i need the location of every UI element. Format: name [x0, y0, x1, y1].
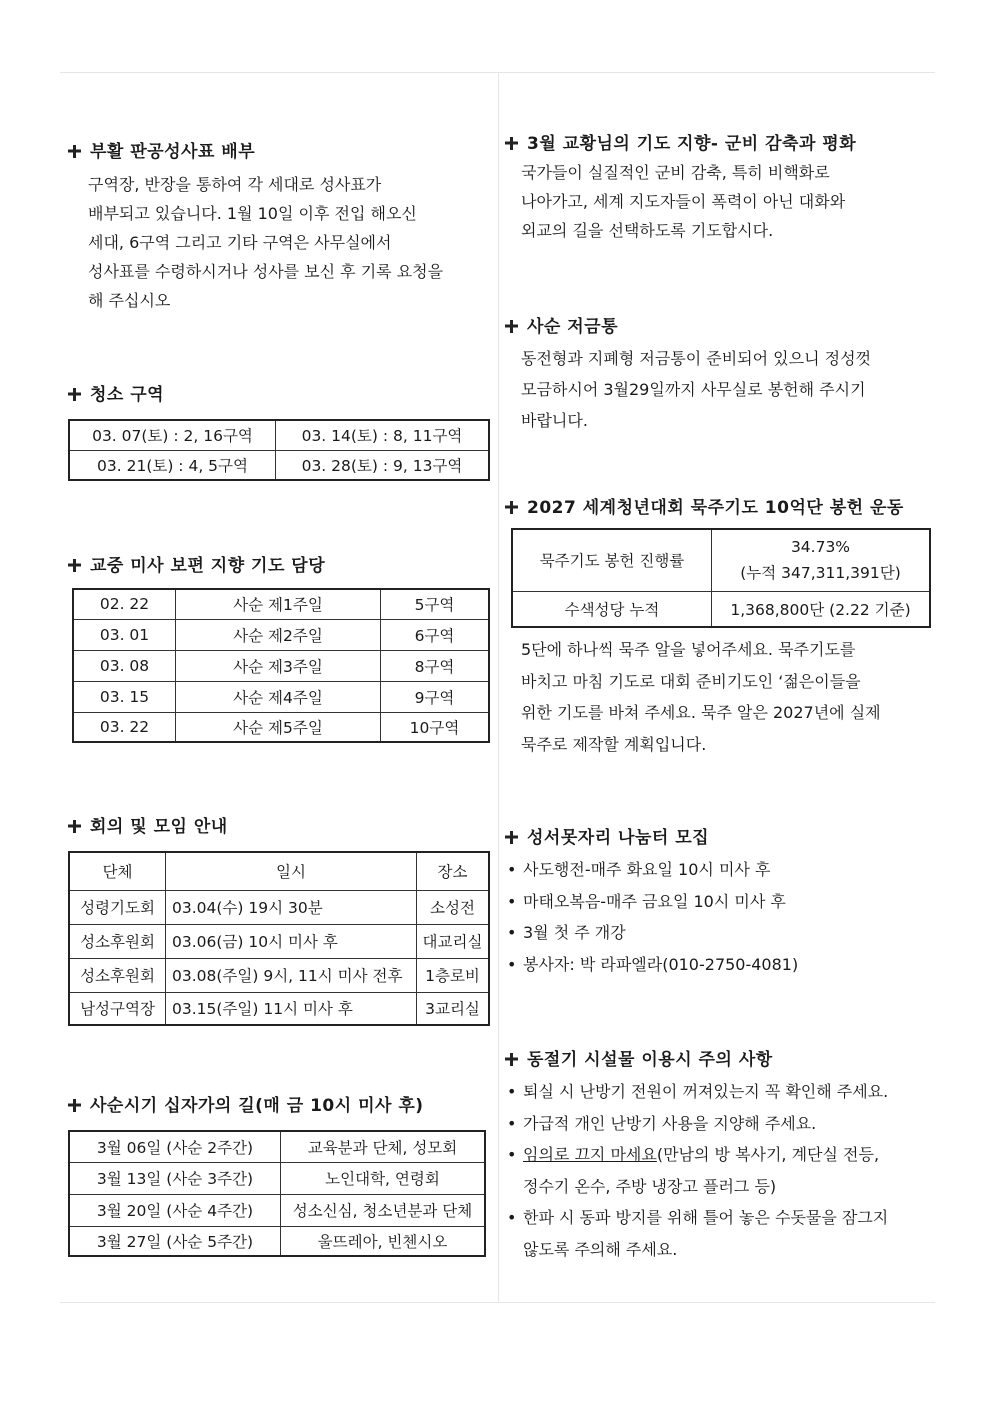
- progress-total: (누적 347,311,391단): [740, 564, 901, 583]
- section-title: 부활 판공성사표 배부: [90, 142, 256, 162]
- list-item: • 마태오복음-매주 금요일 10시 미사 후: [505, 886, 798, 918]
- section-title: 3월 교황님의 기도 지향- 군비 감축과 평화: [527, 134, 857, 154]
- table-row: 수색성당 누적 1,368,800단 (2.22 기준): [512, 591, 930, 627]
- section-title: 2027 세계청년대회 묵주기도 10억단 봉헌 운동: [527, 498, 904, 518]
- easter-confession-section: [68, 140, 443, 315]
- cross-icon: [505, 137, 518, 150]
- table-row: 묵주기도 봉헌 진행률 34.73% (누적 347,311,391단): [512, 529, 930, 591]
- pope-intention-section: [505, 132, 856, 245]
- list-item-continuation: 정수기 온수, 주방 냉장고 플러그 등): [523, 1176, 777, 1196]
- prayer-duty-section: [68, 554, 490, 743]
- winter-notice-section: [505, 1048, 888, 1265]
- table-row: 성령기도회 03.04(수) 19시 30분 소성전: [69, 890, 489, 924]
- wyd-rosary-section: [505, 496, 931, 760]
- table-row: 3월 13일 (사순 3주간) 노인대학, 연령회: [69, 1162, 485, 1194]
- table-row: 남성구역장 03.15(주일) 11시 미사 후 3교리실: [69, 992, 489, 1025]
- bullet-list: [505, 854, 798, 980]
- meetings-section: [68, 815, 490, 1026]
- table-row: 03. 07(토) : 2, 16구역 03. 14(토) : 8, 11구역: [69, 420, 489, 450]
- table-row: 03. 22 사순 제5주일 10구역: [73, 712, 489, 742]
- section-title: 청소 구역: [90, 385, 165, 405]
- lent-coin-box-section: [505, 315, 871, 436]
- table-row: 03. 15 사순 제4주일 9구역: [73, 681, 489, 712]
- rosary-progress-table: [511, 528, 931, 628]
- table-header-row: 단체 일시 장소: [69, 852, 489, 890]
- cross-icon: [68, 820, 81, 833]
- table-row: 03. 21(토) : 4, 5구역 03. 28(토) : 9, 13구역: [69, 450, 489, 480]
- meetings-table: [68, 851, 490, 1026]
- table-row: 3월 27일 (사순 5주간) 울뜨레아, 빈첸시오: [69, 1226, 485, 1256]
- prayer-duty-table: [72, 588, 490, 743]
- section-title: 사순 저금통: [527, 317, 619, 337]
- table-row: 3월 20일 (사순 4주간) 성소신심, 청소년분과 단체: [69, 1194, 485, 1226]
- cross-icon: [505, 501, 518, 514]
- cleaning-table: [68, 419, 490, 481]
- list-item: • 3월 첫 주 개강: [505, 917, 798, 949]
- column-divider: [498, 72, 499, 1302]
- cross-icon: [68, 145, 81, 158]
- stations-table: [68, 1130, 486, 1257]
- section-title: 회의 및 모임 안내: [90, 817, 228, 837]
- table-row: 03. 01 사순 제2주일 6구역: [73, 619, 489, 650]
- progress-value: 34.73%: [790, 538, 851, 557]
- section-title: 성서못자리 나눔터 모집: [527, 828, 710, 848]
- list-item-continuation: 않도록 주의해 주세요.: [523, 1239, 678, 1259]
- list-item: • 사도행전-매주 화요일 10시 미사 후: [505, 854, 798, 886]
- list-item: • 봉사자: 박 라파엘라(010-2750-4081): [505, 949, 798, 981]
- cross-icon: [68, 1099, 81, 1112]
- section-title: 교중 미사 보편 지향 기도 담당: [90, 556, 326, 576]
- section-body: 구역장, 반장을 통하여 각 세대로 성사표가 배부되고 있습니다. 1월 10일 이후 전입 해오신 세대, 6구역 그리고 기타 구역은 사무실에서 성사표를 수령하시거나 성사를 보신 후 기록 요청을 해 주십시오: [88, 175, 444, 310]
- cross-icon: [68, 388, 81, 401]
- bible-study-section: [505, 826, 798, 980]
- list-item: • 임의로 끄지 마세요(만남의 방 복사기, 계단실 전등,: [505, 1139, 888, 1171]
- bullet-list: [505, 1076, 888, 1265]
- cleaning-section: [68, 383, 490, 481]
- cross-icon: [505, 320, 518, 333]
- section-body: 국가들이 실질적인 군비 감축, 특히 비핵화로 나아가고, 세계 지도자들이 폭력이 아닌 대화와 외교의 길을 선택하도록 기도합시다.: [521, 163, 846, 240]
- section-title: 동절기 시설물 이용시 주의 사항: [527, 1050, 773, 1070]
- stations-section: [68, 1094, 486, 1257]
- cross-icon: [68, 559, 81, 572]
- section-title: 사순시기 십자가의 길(매 금 10시 미사 후): [90, 1096, 424, 1116]
- table-row: 03. 08 사순 제3주일 8구역: [73, 650, 489, 681]
- list-item: • 퇴실 시 난방기 전원이 꺼져있는지 꼭 확인해 주세요.: [505, 1076, 888, 1108]
- underlined-text: 임의로 끄지 마세요: [523, 1145, 657, 1164]
- list-item: • 한파 시 동파 방지를 위해 틀어 놓은 수돗물을 잠그지: [505, 1202, 888, 1234]
- list-item: • 가급적 개인 난방기 사용을 지양해 주세요.: [505, 1108, 888, 1140]
- section-body: 동전형과 지폐형 저금통이 준비되어 있으니 정성껏 모금하시어 3월29일까지 사무실로 봉헌해 주시기 바랍니다.: [521, 349, 872, 430]
- cross-icon: [505, 1053, 518, 1066]
- table-row: 성소후원회 03.08(주일) 9시, 11시 미사 전후 1층로비: [69, 958, 489, 992]
- table-row: 성소후원회 03.06(금) 10시 미사 후 대교리실: [69, 924, 489, 958]
- table-row: 3월 06일 (사순 2주간) 교육분과 단체, 성모회: [69, 1131, 485, 1162]
- table-row: 02. 22 사순 제1주일 5구역: [73, 589, 489, 619]
- section-body: 5단에 하나씩 묵주 알을 넣어주세요. 묵주기도를 바치고 마침 기도로 대회 준비기도인 ‘젊은이들을 위한 기도를 바쳐 주세요. 묵주 알은 2027년에 실제 묵주로 제작할 계획입니다.: [521, 640, 881, 754]
- bottom-rule: [60, 1302, 935, 1303]
- cross-icon: [505, 831, 518, 844]
